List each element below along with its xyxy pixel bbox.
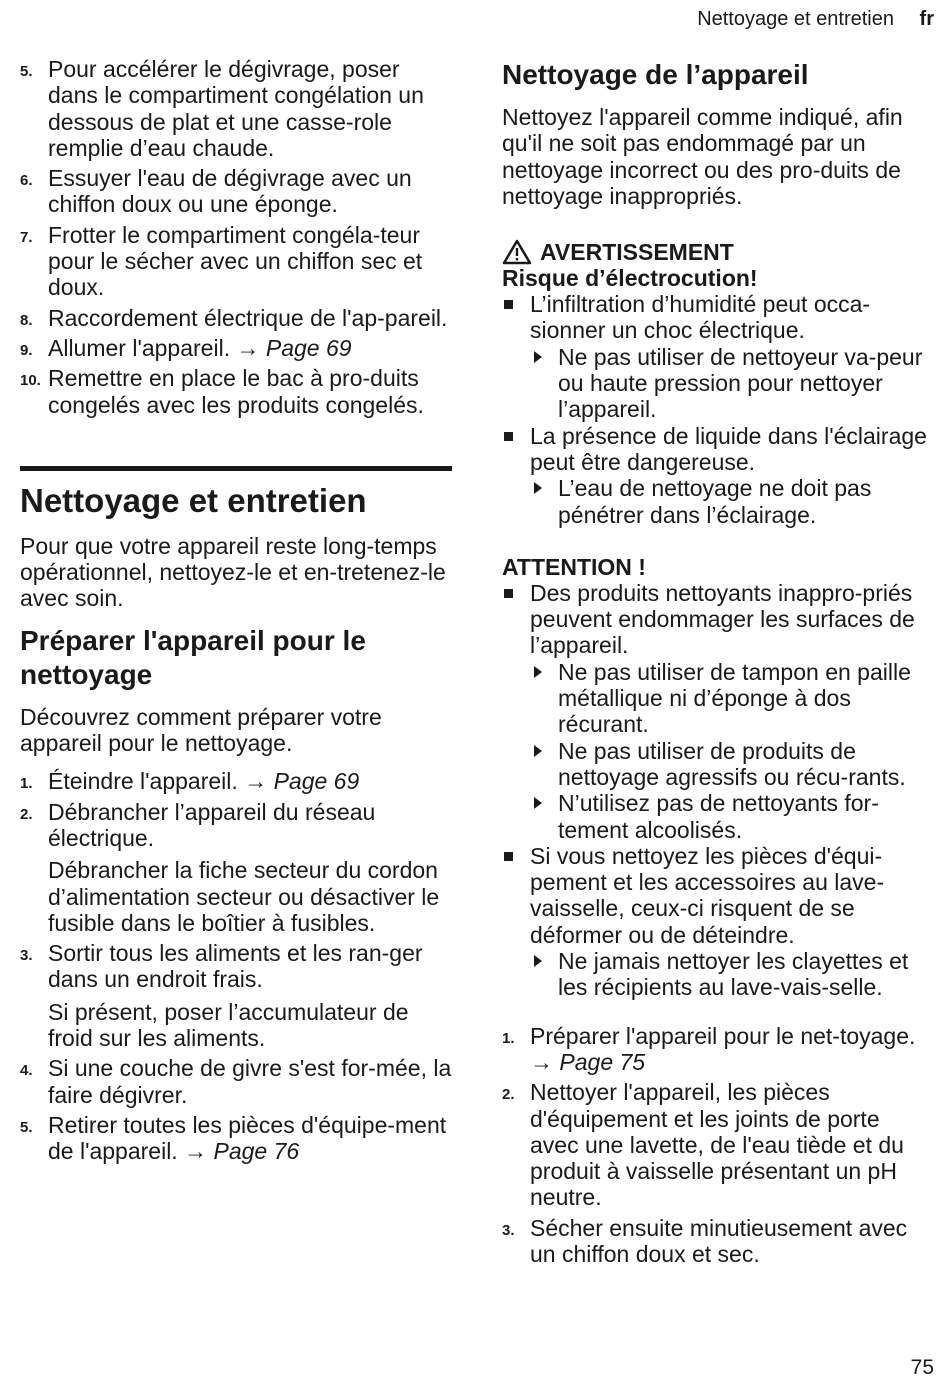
triangle-right-icon: [534, 797, 542, 809]
list-item: [20, 222, 452, 301]
attention-list: [502, 580, 932, 1001]
list-item: [502, 580, 932, 843]
step-text: Pour accélérer le dégivrage, poser dans le compartiment congélation un dessous de plat et une casse-role remplie d’eau chaude.: [48, 56, 424, 161]
warning-title: [502, 239, 932, 265]
page-reference: Page 76: [213, 1138, 300, 1165]
triangle-right-icon: [534, 666, 542, 678]
list-item: [20, 56, 452, 161]
triangle-right-icon: [534, 745, 542, 757]
action-list: [530, 475, 932, 528]
cleaning-intro: Nettoyez l'appareil comme indiqué, afin qu'il ne soit pas endommagé par un nettoyage incorrect ou des pro-duits de nettoyage inappropriés.: [502, 104, 903, 209]
prepare-intro: Découvrez comment préparer votre appareil pour le nettoyage.: [20, 703, 382, 757]
prepare-heading: Préparer l'appareil pour le nettoyage: [20, 624, 366, 690]
triangle-right-icon: [534, 351, 542, 363]
list-item: [20, 305, 452, 331]
list-item: [20, 799, 452, 936]
action-item: [530, 948, 932, 1001]
warning-triangle-icon: [502, 239, 532, 265]
right-column: [502, 58, 932, 1271]
action-list: [530, 659, 932, 843]
action-item: [530, 659, 932, 738]
step-number: 5.: [20, 63, 33, 80]
bullet-square-icon: [504, 852, 513, 861]
page-reference: Page 69: [265, 334, 352, 361]
action-list: [530, 948, 932, 1001]
step-number: 1.: [502, 1029, 515, 1047]
step-note: Débrancher la fiche secteur du cordon d’alimentation secteur ou désactiver le fusible dans le boîtier à fusibles.: [48, 857, 440, 936]
step-text: Nettoyer l'appareil, les pièces d'équipement et les joints de porte avec une lavette, de l'eau tiède et du produit à vaisselle présentant un pH neutre.: [530, 1079, 904, 1211]
warning-list: [502, 291, 932, 528]
list-item: [20, 1112, 452, 1165]
step-text: Essuyer l'eau de dégivrage avec un chiffon doux ou une éponge.: [48, 165, 412, 218]
action-text: N’utilisez pas de nettoyants for-tement alcoolisés.: [558, 790, 879, 843]
section-rule: [20, 466, 452, 471]
step-text: Retirer toutes les pièces d'équipe-ment de l'appareil.: [48, 1111, 447, 1165]
step-text: Si une couche de givre s'est for-mée, la faire dégivrer.: [48, 1055, 452, 1108]
step-number: 8.: [20, 311, 33, 329]
bullet-text: La présence de liquide dans l'éclairage peut être dangereuse.: [530, 422, 927, 475]
bullet-text: L’infiltration d’humidité peut occa-sionner un choc électrique.: [530, 291, 871, 344]
warning-subtitle: Risque d’électrocution!: [502, 265, 758, 292]
list-item: [20, 335, 452, 361]
section-intro: Pour que votre appareil reste long-temps opérationnel, nettoyez-le et en-tretenez-le avec soin.: [20, 532, 446, 612]
list-item: [502, 843, 932, 1001]
bullet-square-icon: [504, 300, 513, 309]
list-item: [502, 1215, 932, 1268]
list-item: [502, 1023, 932, 1076]
page-reference: Page 69: [273, 768, 360, 795]
bullet-text: Des produits nettoyants inappro-priés peuvent endommager les surfaces de l’appareil.: [530, 579, 915, 659]
action-list: [530, 344, 932, 423]
page-number: 75: [910, 1356, 934, 1379]
list-item: [20, 768, 452, 794]
triangle-right-icon: [534, 482, 542, 494]
action-text: Ne pas utiliser de tampon en paille métallique ni d’éponge à dos récurant.: [558, 658, 911, 738]
step-text: Raccordement électrique de l'ap-pareil.: [48, 304, 448, 331]
step-number: 4.: [20, 1062, 33, 1080]
arrow-right-icon: →: [184, 1138, 208, 1165]
step-text: Éteindre l'appareil.: [48, 768, 238, 795]
arrow-right-icon: →: [236, 334, 260, 361]
header-section-title: Nettoyage et entretien: [697, 8, 894, 30]
action-text: L’eau de nettoyage ne doit pas pénétrer dans l’éclairage.: [558, 475, 872, 528]
action-text: Ne pas utiliser de produits de nettoyage agressifs ou récu-rants.: [558, 737, 906, 790]
cleaning-steps-list: [502, 1023, 932, 1268]
step-text: Allumer l'appareil.: [48, 334, 231, 361]
action-item: [530, 738, 932, 791]
bullet-square-icon: [504, 432, 513, 441]
step-number: 5.: [20, 1118, 33, 1136]
step-number: 2.: [502, 1086, 515, 1104]
action-text: Ne jamais nettoyer les clayettes et les récipients au lave-vais-selle.: [558, 948, 909, 1001]
list-item: [20, 365, 452, 418]
cleaning-heading: Nettoyage de l’appareil: [502, 59, 809, 90]
list-item: [20, 165, 452, 218]
step-text: Frotter le compartiment congéla-teur pour le sécher avec un chiffon sec et doux.: [48, 221, 423, 301]
list-item: [20, 1055, 452, 1108]
step-number: 1.: [20, 775, 33, 793]
list-item: [20, 940, 452, 1051]
step-number: 6.: [20, 172, 33, 190]
step-number: 9.: [20, 341, 33, 359]
list-item: [502, 423, 932, 528]
page-header: [697, 8, 934, 31]
step-text: Débrancher l’appareil du réseau électrique.: [48, 798, 376, 851]
bullet-square-icon: [504, 589, 513, 598]
step-text: Sécher ensuite minutieusement avec un chiffon doux et sec.: [530, 1214, 908, 1267]
step-number: 10.: [20, 372, 41, 390]
action-text: Ne pas utiliser de nettoyeur va-peur ou haute pression pour nettoyer l’appareil.: [558, 343, 923, 423]
list-item: [502, 1079, 932, 1210]
action-item: [530, 790, 932, 843]
triangle-right-icon: [534, 955, 542, 967]
arrow-right-icon: →: [530, 1048, 553, 1075]
arrow-right-icon: →: [244, 768, 268, 795]
section-heading: Nettoyage et entretien: [20, 481, 367, 519]
step-text: Préparer l'appareil pour le net-toyage.: [530, 1022, 916, 1049]
step-number: 3.: [20, 947, 33, 965]
step-number: 7.: [20, 228, 33, 246]
step-number: 2.: [20, 805, 33, 823]
step-text: Remettre en place le bac à pro-duits congelés avec les produits congelés.: [48, 365, 424, 418]
action-item: [530, 475, 932, 528]
header-language-code: fr: [919, 8, 934, 30]
page-reference: Page 75: [559, 1048, 646, 1075]
step-note: Si présent, poser l’accumulateur de froid sur les aliments.: [48, 998, 409, 1052]
step-text: Sortir tous les aliments et les ran-ger dans un endroit frais.: [48, 940, 423, 993]
action-item: [530, 344, 932, 423]
attention-title: ATTENTION !: [502, 553, 646, 580]
bullet-text: Si vous nettoyez les pièces d'équi-pement et les accessoires au lave-vaisselle, ceux-ci risquent de se déformer ou de déteindre.: [530, 842, 885, 948]
list-item: [502, 291, 932, 422]
step-number: 3.: [502, 1221, 515, 1239]
defrost-steps-list: [20, 56, 452, 418]
prepare-steps-list: [20, 768, 452, 1164]
warning-label: AVERTISSEMENT: [540, 239, 734, 266]
left-column: [20, 56, 452, 1169]
